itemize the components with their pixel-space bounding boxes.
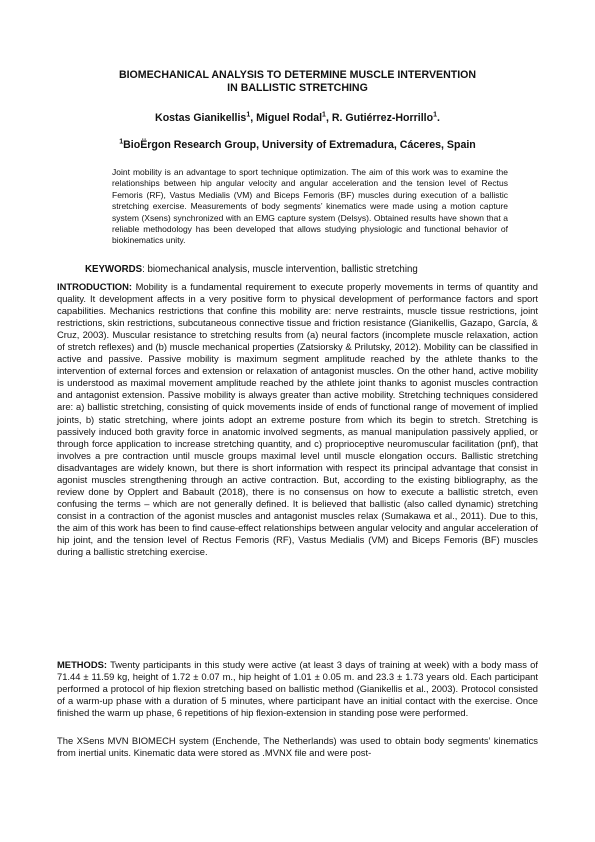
author-name: R. Gutiérrez-Horrillo xyxy=(331,112,434,124)
keywords-text: : biomechanical analysis, muscle intervention, ballistic stretching xyxy=(142,264,418,275)
paper-title xyxy=(57,69,538,95)
author-separator: , xyxy=(250,112,257,124)
title-line-2: IN BALLISTIC STRETCHING xyxy=(227,82,368,94)
author-name: Miguel Rodal xyxy=(256,112,323,124)
introduction-paragraph xyxy=(57,281,538,558)
author-name: Kostas Gianikellis xyxy=(155,112,247,124)
methods-text: Twenty participants in this study were active (at least 3 days of training at week) with a body mass of 71.44 ± 11.59 kg, height of 1.72 ± 0.07 m., hip height of 1.01 ± 0.05 m. and 23.3 ± 1.73 years old. Each participant performed a protocol of hip flexion stretching based on ballistic method (Gianikellis et al., 2003). Protocol consisted of a warm-up phase with a duration of 5 minutes, where participant have an initial contact with the exercise. Once finished the warm up phase, 6 repetitions of hip flexion-extension in standing pose were performed. xyxy=(57,659,538,719)
author-affiliation-mark: 1 xyxy=(322,111,326,119)
introduction-text: Mobility is a fundamental requirement to execute properly movements in terms of quantity and quality. It development affects in a very positive form to physical development of performance factors and sport capabilities. Mechanics restrictions that confine this mobility are: nerve restraints, muscle tissue restrictions, joint restrictions, skin restrictions, subcutaneous connective tissue and friction resistance (Gianikellis, Gazapo, García, & Cruz, 2003). Muscular resistance to stretching results from (a) neural factors (incomplete muscle relaxation, action of stretch reflexes) and (b) muscle mechanical properties (Zatsiorsky & Prilutsky, 2012). Mobility can be classified in active and passive. Passive mobility is maximum segment amplitude reached by the athlete thanks to the intervention of external forces and extension or relaxation of antagonist muscles. On the other hand, active mobility is understood as maximal movement amplitude reached by the athlete joint thanks to agonist muscles contraction and antagonist extension. Passive mobility is always greater than active mobility. Stretching techniques considered are: a) ballistic stretching, consisting of quick movements inside of ends of functional range of movement of implied joints, b) static stretching, where joints adopt an extreme posture from which its begin to stretch. Stretching is passively induced both gravity force in anatomic involved segments, as manual manipulation passively applied, or through force application to increase stretching quantity, and c) proprioceptive neuromuscular facilitation (pnf), that involves a pre contraction until muscle groups maximal level until muscle elongation occurs. Ballistic stretching disadvantages are widely known, but there is short information with respect its principal advantage that consist in agonist muscles strengthening through an active contraction. But, according to the existing bibliography, as the review done by Opplert and Babault (2018), there is no consensus on how to execute a ballistic stretch, even confusing the terms – which are not generally defined. It is believed that ballistic (also called dynamic) stretching consist in a contraction of the agonist muscles and antagonist muscles relax (Sumakawa et al., 2011). Due to this, the aim of this work has been to find cause-effect relationships between angular velocity and angular acceleration of hip joint, and the tension level of Rectus Femoris (RF), Vastus Medialis (VM) and Biceps Femoris (BF) muscles during a ballistic stretching exercise. xyxy=(57,281,538,558)
methods-heading: METHODS: xyxy=(57,659,107,670)
keywords xyxy=(85,264,515,276)
xsens-paragraph: The XSens MVN BIOMECH system (Enchende, The Netherlands) was used to obtain body segments’ kinematics from inertial units. Kinematic data were stored as .MVNX file and were post- xyxy=(57,735,538,759)
abstract: Joint mobility is an advantage to sport technique optimization. The aim of this work was to examine the relationships between hip angular velocity and angular acceleration and the tension level of Rectus Femoris (RF), Vastus Medialis (VM) and Biceps Femoris (BF) muscles during execution of a ballistic stretching exercise. Measurements of body segments’ kinematics were made using a motion capture system (Xsens) synchronized with an EMG capture system (Delsys). Obtained results have shown that a reliable methodology has been developed that allows studying physiologic and functional behavior of biokinematics unity. xyxy=(112,167,508,246)
introduction-heading: INTRODUCTION: xyxy=(57,281,132,292)
author-separator: , xyxy=(325,112,332,124)
author-affiliation-mark: 1 xyxy=(433,111,437,119)
methods-paragraph xyxy=(57,659,538,719)
title-line-1: BIOMECHANICAL ANALYSIS TO DETERMINE MUSCLE INTERVENTION xyxy=(118,69,477,81)
affiliation xyxy=(57,139,538,152)
keywords-label: KEYWORDS xyxy=(85,264,143,275)
author-separator: . xyxy=(436,112,440,124)
affiliation-mark: 1 xyxy=(119,138,124,146)
affiliation-text: BioËrgon Research Group, University of Extremadura, Cáceres, Spain xyxy=(123,139,476,151)
author-list xyxy=(57,112,538,125)
author-affiliation-mark: 1 xyxy=(246,111,251,119)
